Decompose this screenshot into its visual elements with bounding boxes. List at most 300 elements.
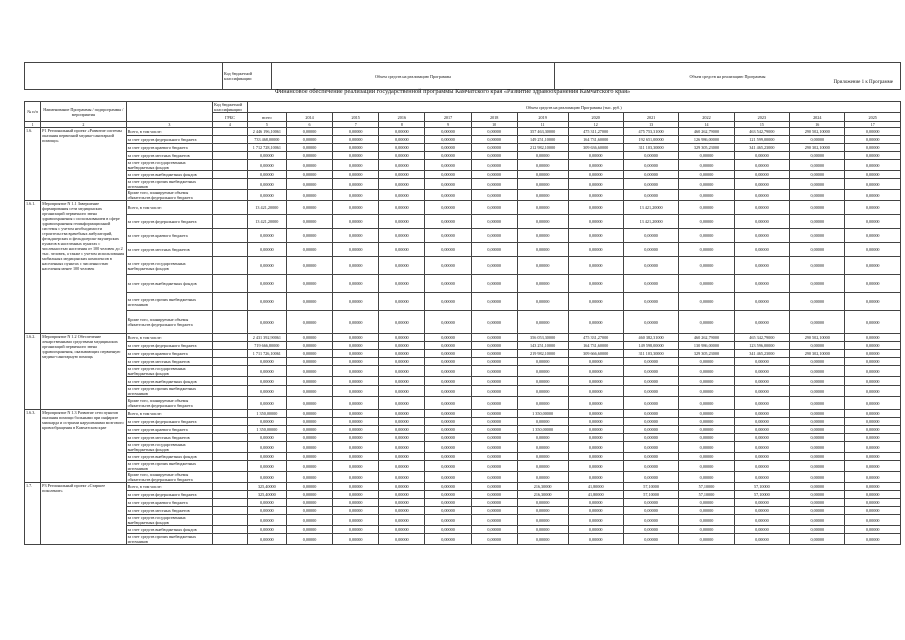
value-cell: 0,00000 <box>568 418 623 426</box>
table-row <box>25 461 901 472</box>
value-cell: 0,00000 <box>286 515 332 526</box>
column-number: 11 <box>517 122 568 128</box>
value-cell: 1 711 726,10061 <box>247 350 286 358</box>
value-cell: 0,00000 <box>679 472 734 483</box>
value-cell: 0,00000 <box>734 257 789 275</box>
value-cell: 0,00000 <box>623 461 678 472</box>
value-cell: 719 666,80000 <box>247 342 286 350</box>
value-cell: 0,00000 <box>679 171 734 179</box>
value-cell: 13 421,20000 <box>623 201 678 215</box>
value-cell: 0,00000 <box>790 190 845 201</box>
value-cell: 0,00000 <box>517 358 568 366</box>
value-cell: 0,00000 <box>517 515 568 526</box>
table-row <box>25 190 901 201</box>
value-cell: 0,00000 <box>425 515 471 526</box>
value-cell: 0,00000 <box>379 136 425 144</box>
value-cell: 0,00000 <box>286 201 332 215</box>
value-cell: 0,00000 <box>247 534 286 545</box>
value-cell: 0,00000 <box>623 358 678 366</box>
value-cell: 0,00000 <box>734 160 789 171</box>
value-cell: 0,00000 <box>379 442 425 453</box>
value-cell: 0,00000 <box>790 366 845 377</box>
value-cell: 0,00000 <box>286 229 332 243</box>
value-cell: 0,00000 <box>568 311 623 334</box>
value-cell: 0,00000 <box>734 526 789 534</box>
year-header: всего <box>247 113 286 122</box>
header-no: № п/п <box>25 102 41 122</box>
value-cell: 0,00000 <box>734 152 789 160</box>
value-cell: 0,00000 <box>623 442 678 453</box>
value-cell: 0,00000 <box>333 179 379 190</box>
value-cell: 0,00000 <box>568 526 623 534</box>
grbs-cell <box>213 534 248 545</box>
grbs-cell <box>213 152 248 160</box>
value-cell: 0,00000 <box>333 293 379 311</box>
value-cell: 149 251,10000 <box>517 136 568 144</box>
value-cell: 0,00000 <box>471 275 517 293</box>
grbs-cell <box>213 144 248 152</box>
value-cell: 0,00000 <box>333 418 379 426</box>
row-name: Мероприятие N 1.1 Завершение формирования сети медицинских организаций первичного звена здравоохранения с использованием в сфере здравоохранения геоинформационной системы с учетом необходимости строительства врачебных амбулаторий, фельдшерских и фельдшерско-акушерских пунктов в населенных пунктах с численностью населения от 100 человек до 2 тыс. человек, а также с учетом использования мобильных медицинских комплексов в населенных пунктах с численностью населения менее 100 человек <box>41 201 126 334</box>
table-row <box>25 152 901 160</box>
value-cell: 0,00000 <box>333 461 379 472</box>
funding-source: за счет средств прочих внебюджетных источников <box>126 461 213 472</box>
value-cell: 0,00000 <box>425 190 471 201</box>
grbs-cell <box>213 229 248 243</box>
funding-source: за счет средств федерального бюджета <box>126 136 213 144</box>
value-cell: 0,00000 <box>734 434 789 442</box>
column-number: 17 <box>845 122 900 128</box>
funding-source: за счет средств краевого бюджета <box>126 229 213 243</box>
value-cell: 0,00000 <box>333 453 379 461</box>
value-cell: 0,00000 <box>845 243 900 257</box>
value-cell: 0,00000 <box>247 499 286 507</box>
table-row <box>25 418 901 426</box>
table-row <box>25 160 901 171</box>
value-cell: 0,00000 <box>790 257 845 275</box>
value-cell: 0,00000 <box>471 418 517 426</box>
funding-source: за счет средств краевого бюджета <box>126 350 213 358</box>
value-cell: 0,00000 <box>679 507 734 515</box>
value-cell: 0,00000 <box>425 275 471 293</box>
grbs-cell <box>213 257 248 275</box>
value-cell: 0,00000 <box>845 499 900 507</box>
value-cell: 0,00000 <box>845 507 900 515</box>
column-number: 9 <box>425 122 471 128</box>
value-cell: 0,00000 <box>734 507 789 515</box>
value-cell: 0,00000 <box>679 377 734 386</box>
value-cell: 0,00000 <box>379 350 425 358</box>
value-cell: 0,00000 <box>734 201 789 215</box>
value-cell: 0,00000 <box>623 472 678 483</box>
value-cell: 0,00000 <box>517 526 568 534</box>
grbs-cell <box>213 190 248 201</box>
column-number: 2 <box>41 122 126 128</box>
grbs-cell <box>213 499 248 507</box>
value-cell: 2 431 392,90061 <box>247 334 286 342</box>
row-name: Р1 Региональный проект «Развитие системы оказания первичной медико-санитарной помощи» <box>41 128 126 201</box>
table-row <box>25 275 901 293</box>
value-cell: 0,00000 <box>623 257 678 275</box>
value-cell: 0,00000 <box>568 472 623 483</box>
value-cell: 0,00000 <box>517 534 568 545</box>
appendix-label: Приложение 1 к Программе <box>833 80 893 85</box>
value-cell: 0,00000 <box>845 152 900 160</box>
table-row <box>25 453 901 461</box>
value-cell: 0,00000 <box>286 136 332 144</box>
year-header: 2014 <box>286 113 332 122</box>
value-cell: 0,00000 <box>734 190 789 201</box>
value-cell: 0,00000 <box>845 397 900 410</box>
top-volume-right: Объем средств на реализацию Программы <box>555 63 901 90</box>
value-cell: 0,00000 <box>379 201 425 215</box>
value-cell: 0,00000 <box>286 442 332 453</box>
value-cell: 0,00000 <box>425 215 471 229</box>
value-cell: 0,00000 <box>623 434 678 442</box>
value-cell: 0,00000 <box>333 243 379 257</box>
grbs-cell <box>213 377 248 386</box>
value-cell: 0,00000 <box>845 257 900 275</box>
value-cell: 0,00000 <box>734 311 789 334</box>
value-cell: 357 463,30000 <box>517 128 568 136</box>
value-cell: 463 542,79000 <box>734 128 789 136</box>
value-cell: 0,00000 <box>790 453 845 461</box>
value-cell: 0,00000 <box>845 472 900 483</box>
value-cell: 149 598,00000 <box>623 342 678 350</box>
value-cell: 0,00000 <box>286 358 332 366</box>
value-cell: 0,00000 <box>517 171 568 179</box>
value-cell: 0,00000 <box>790 377 845 386</box>
value-cell: 0,00000 <box>623 526 678 534</box>
value-cell: 0,00000 <box>471 311 517 334</box>
value-cell: 0,00000 <box>790 507 845 515</box>
table-row <box>25 257 901 275</box>
value-cell: 0,00000 <box>568 257 623 275</box>
value-cell: 0,00000 <box>568 442 623 453</box>
funding-source: Всего, в том числе: <box>126 483 213 491</box>
value-cell: 0,00000 <box>790 426 845 434</box>
value-cell: 0,00000 <box>845 418 900 426</box>
value-cell: 0,00000 <box>679 397 734 410</box>
grbs-cell <box>213 275 248 293</box>
value-cell: 0,00000 <box>517 190 568 201</box>
value-cell: 311 103,30000 <box>623 144 678 152</box>
value-cell: 0,00000 <box>286 507 332 515</box>
value-cell: 216,30000 <box>517 483 568 491</box>
value-cell: 290 302,10000 <box>790 144 845 152</box>
column-number: 15 <box>734 122 789 128</box>
year-header: 2017 <box>425 113 471 122</box>
value-cell: 0,00000 <box>333 410 379 418</box>
value-cell: 0,00000 <box>623 418 678 426</box>
value-cell: 0,00000 <box>471 483 517 491</box>
value-cell: 329 305,23000 <box>679 144 734 152</box>
value-cell: 0,00000 <box>568 377 623 386</box>
year-header: 2022 <box>679 113 734 122</box>
year-header: 2021 <box>623 113 678 122</box>
year-header: 2015 <box>333 113 379 122</box>
value-cell: 0,00000 <box>734 377 789 386</box>
value-cell: 309 636,60000 <box>568 144 623 152</box>
value-cell: 0,00000 <box>379 507 425 515</box>
value-cell: 0,00000 <box>286 334 332 342</box>
value-cell: 0,00000 <box>568 179 623 190</box>
table-row <box>25 534 901 545</box>
column-number: 16 <box>790 122 845 128</box>
value-cell: 0,00000 <box>425 491 471 499</box>
value-cell: 0,00000 <box>623 229 678 243</box>
value-cell: 0,00000 <box>471 434 517 442</box>
funding-source: Кроме того, планируемые объемы обязательств федерального бюджета <box>126 190 213 201</box>
value-cell: 0,00000 <box>333 350 379 358</box>
value-cell: 0,00000 <box>679 442 734 453</box>
value-cell: 0,00000 <box>333 515 379 526</box>
value-cell: 0,00000 <box>734 386 789 397</box>
value-cell: 143 251,10000 <box>517 342 568 350</box>
value-cell: 13 421,20000 <box>623 215 678 229</box>
grbs-cell <box>213 442 248 453</box>
value-cell: 0,00000 <box>734 215 789 229</box>
value-cell: 0,00000 <box>247 257 286 275</box>
value-cell: 0,00000 <box>845 160 900 171</box>
funding-source: за счет средств прочих внебюджетных источников <box>126 386 213 397</box>
funding-source: Всего, в том числе: <box>126 334 213 342</box>
value-cell: 0,00000 <box>790 461 845 472</box>
table-row <box>25 311 901 334</box>
value-cell: 0,00000 <box>679 293 734 311</box>
value-cell: 0,00000 <box>568 366 623 377</box>
value-cell: 0,00000 <box>790 160 845 171</box>
funding-source: за счет средств внебюджетных фондов <box>126 526 213 534</box>
value-cell: 0,00000 <box>845 311 900 334</box>
table-row <box>25 243 901 257</box>
table-row <box>25 526 901 534</box>
value-cell: 121 599,00000 <box>734 136 789 144</box>
funding-source: за счет средств федерального бюджета <box>126 418 213 426</box>
value-cell: 0,00000 <box>379 483 425 491</box>
value-cell: 0,00000 <box>623 453 678 461</box>
table-row <box>25 426 901 434</box>
value-cell: 0,00000 <box>333 152 379 160</box>
value-cell: 0,00000 <box>517 377 568 386</box>
year-header: 2018 <box>471 113 517 122</box>
value-cell: 0,00000 <box>379 144 425 152</box>
financing-table <box>24 101 901 545</box>
table-row <box>25 171 901 179</box>
value-cell: 0,00000 <box>247 275 286 293</box>
value-cell: 0,00000 <box>379 190 425 201</box>
funding-source: за счет средств внебюджетных фондов <box>126 453 213 461</box>
value-cell: 0,00000 <box>845 534 900 545</box>
value-cell: 341 465,23000 <box>734 350 789 358</box>
value-cell: 733 468,00000 <box>247 136 286 144</box>
grbs-cell <box>213 160 248 171</box>
value-cell: 0,00000 <box>517 507 568 515</box>
column-number: 1 <box>25 122 41 128</box>
value-cell: 0,00000 <box>286 311 332 334</box>
value-cell: 0,00000 <box>845 293 900 311</box>
value-cell: 0,00000 <box>734 293 789 311</box>
value-cell: 0,00000 <box>517 461 568 472</box>
value-cell: 1 350,00000 <box>247 426 286 434</box>
column-number: 8 <box>379 122 425 128</box>
value-cell: 0,00000 <box>471 442 517 453</box>
funding-source: за счет средств краевого бюджета <box>126 144 213 152</box>
value-cell: 0,00000 <box>425 453 471 461</box>
grbs-cell <box>213 483 248 491</box>
grbs-cell <box>213 128 248 136</box>
value-cell: 0,00000 <box>679 386 734 397</box>
value-cell: 0,00000 <box>425 128 471 136</box>
value-cell: 0,00000 <box>379 171 425 179</box>
value-cell: 0,00000 <box>247 461 286 472</box>
value-cell: 0,00000 <box>845 426 900 434</box>
value-cell: 0,00000 <box>471 397 517 410</box>
value-cell: 0,00000 <box>333 442 379 453</box>
value-cell: 0,00000 <box>790 229 845 243</box>
value-cell: 0,00000 <box>471 190 517 201</box>
value-cell: 0,00000 <box>845 334 900 342</box>
value-cell: 0,00000 <box>790 418 845 426</box>
value-cell: 0,00000 <box>517 160 568 171</box>
value-cell: 0,00000 <box>517 179 568 190</box>
value-cell: 57,10000 <box>679 483 734 491</box>
table-row <box>25 342 901 350</box>
value-cell: 13 421,20000 <box>247 215 286 229</box>
value-cell: 0,00000 <box>623 311 678 334</box>
value-cell: 0,00000 <box>379 229 425 243</box>
value-cell: 212 982,10000 <box>517 144 568 152</box>
value-cell: 192 651,00000 <box>623 136 678 144</box>
value-cell: 0,00000 <box>286 397 332 410</box>
value-cell: 0,00000 <box>623 179 678 190</box>
row-name: Р3 Региональный проект «Старшее поколение» <box>41 483 126 545</box>
value-cell: 0,00000 <box>517 434 568 442</box>
value-cell: 0,00000 <box>286 526 332 534</box>
value-cell: 0,00000 <box>734 229 789 243</box>
value-cell: 0,00000 <box>679 311 734 334</box>
funding-source: Всего, в том числе: <box>126 201 213 215</box>
value-cell: 1 350,00000 <box>247 410 286 418</box>
value-cell: 0,00000 <box>734 472 789 483</box>
value-cell: 0,00000 <box>623 499 678 507</box>
value-cell: 0,00000 <box>333 257 379 275</box>
value-cell: 0,00000 <box>425 534 471 545</box>
row-number: 1.6.2. <box>25 334 41 410</box>
table-row <box>25 491 901 499</box>
value-cell: 0,00000 <box>790 293 845 311</box>
value-cell: 0,00000 <box>568 160 623 171</box>
year-header: 2019 <box>517 113 568 122</box>
value-cell: 0,00000 <box>471 377 517 386</box>
value-cell: 0,00000 <box>286 472 332 483</box>
value-cell: 0,00000 <box>845 350 900 358</box>
funding-source: за счет средств прочих внебюджетных источников <box>126 534 213 545</box>
funding-source: за счет средств государственных внебюджетных фондов <box>126 160 213 171</box>
value-cell: 460 382,31000 <box>623 334 678 342</box>
value-cell: 0,00000 <box>379 377 425 386</box>
funding-source: за счет средств внебюджетных фондов <box>126 377 213 386</box>
top-volume-left: Объем средств на реализацию Программы <box>272 63 555 90</box>
value-cell: 0,00000 <box>471 152 517 160</box>
column-number: 3 <box>126 122 213 128</box>
table-row <box>25 366 901 377</box>
value-cell: 0,00000 <box>568 453 623 461</box>
value-cell: 325,40000 <box>247 491 286 499</box>
value-cell: 0,00000 <box>471 499 517 507</box>
value-cell: 0,00000 <box>247 526 286 534</box>
funding-source: за счет средств государственных внебюджетных фондов <box>126 257 213 275</box>
value-cell: 0,00000 <box>425 426 471 434</box>
value-cell: 0,00000 <box>734 397 789 410</box>
value-cell: 0,00000 <box>333 128 379 136</box>
value-cell: 0,00000 <box>471 334 517 342</box>
value-cell: 0,00000 <box>286 190 332 201</box>
value-cell: 0,00000 <box>333 275 379 293</box>
value-cell: 0,00000 <box>379 179 425 190</box>
value-cell: 309 666,60000 <box>568 350 623 358</box>
column-number: 13 <box>623 122 678 128</box>
value-cell: 0,00000 <box>471 160 517 171</box>
value-cell: 0,00000 <box>568 426 623 434</box>
value-cell: 0,00000 <box>568 507 623 515</box>
table-row <box>25 128 901 136</box>
value-cell: 0,00000 <box>333 426 379 434</box>
table-row <box>25 434 901 442</box>
header-name: Наименование Программы / подпрограммы / мероприятия <box>41 102 126 122</box>
value-cell: 0,00000 <box>568 171 623 179</box>
value-cell: 0,00000 <box>333 342 379 350</box>
value-cell: 0,00000 <box>734 275 789 293</box>
funding-source: за счет средств краевого бюджета <box>126 499 213 507</box>
grbs-cell <box>213 386 248 397</box>
value-cell: 0,00000 <box>247 179 286 190</box>
value-cell: 0,00000 <box>734 366 789 377</box>
value-cell: 0,00000 <box>734 515 789 526</box>
value-cell: 0,00000 <box>623 426 678 434</box>
value-cell: 0,00000 <box>623 152 678 160</box>
value-cell: 0,00000 <box>845 410 900 418</box>
value-cell: 0,00000 <box>790 275 845 293</box>
value-cell: 0,00000 <box>790 358 845 366</box>
value-cell: 0,00000 <box>790 499 845 507</box>
value-cell: 325,40000 <box>247 483 286 491</box>
value-cell: 0,00000 <box>568 410 623 418</box>
value-cell: 0,00000 <box>471 472 517 483</box>
value-cell: 0,00000 <box>471 491 517 499</box>
table-row <box>25 386 901 397</box>
value-cell: 0,00000 <box>517 243 568 257</box>
value-cell: 0,00000 <box>568 358 623 366</box>
value-cell: 0,00000 <box>790 472 845 483</box>
value-cell: 0,00000 <box>517 152 568 160</box>
value-cell: 0,00000 <box>333 483 379 491</box>
value-cell: 0,00000 <box>247 507 286 515</box>
table-row <box>25 334 901 342</box>
value-cell: 0,00000 <box>286 243 332 257</box>
value-cell: 0,00000 <box>286 453 332 461</box>
value-cell: 0,00000 <box>790 442 845 453</box>
value-cell: 0,00000 <box>568 201 623 215</box>
grbs-cell <box>213 426 248 434</box>
value-cell: 126 986,00000 <box>679 136 734 144</box>
value-cell: 0,00000 <box>286 426 332 434</box>
value-cell: 0,00000 <box>286 410 332 418</box>
value-cell: 0,00000 <box>790 483 845 491</box>
value-cell: 0,00000 <box>286 179 332 190</box>
grbs-cell <box>213 171 248 179</box>
value-cell: 0,00000 <box>471 350 517 358</box>
